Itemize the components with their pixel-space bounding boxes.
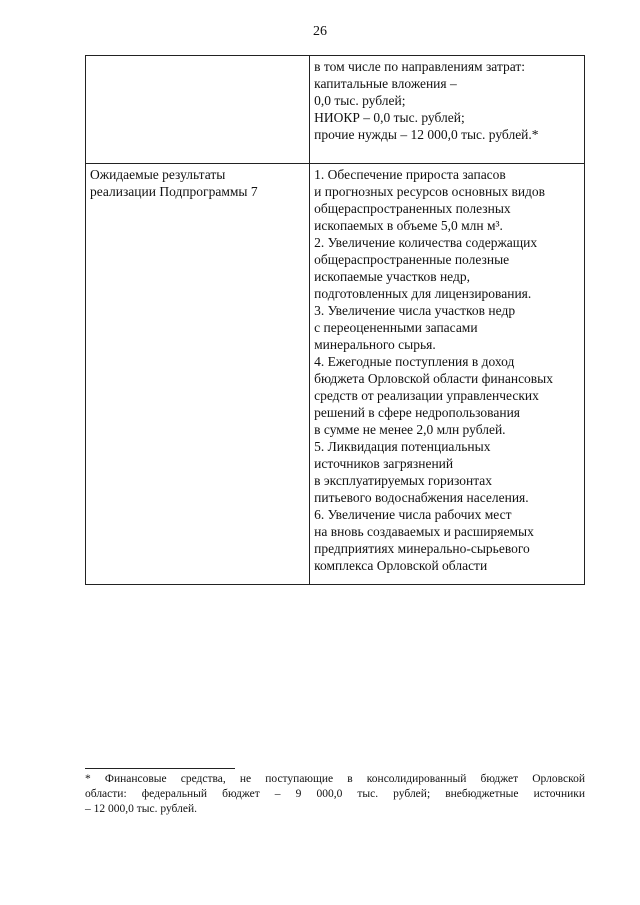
table-row — [86, 164, 585, 585]
text-line: минерального сырья. — [314, 337, 436, 352]
footnote — [85, 772, 585, 817]
text-line: в эксплуатируемых горизонтах — [314, 473, 493, 488]
text-line: ископаемые участков недр, — [314, 269, 470, 284]
text-line: 1. Обеспечение прироста запасов — [314, 167, 506, 182]
text-line: средств от реализации управленческих — [314, 388, 539, 403]
text-line: предприятиях минерально-сырьевого — [314, 541, 530, 556]
text-line: общераспространенных полезных — [314, 201, 511, 216]
expected-results-label-cell — [86, 164, 310, 585]
text-line: в том числе по направлениям затрат: — [314, 59, 526, 74]
text-line: реализации Подпрограммы 7 — [90, 184, 258, 199]
text-line: в сумме не менее 2,0 млн рублей. — [314, 422, 506, 437]
text-line: источников загрязнений — [314, 456, 454, 471]
text-line: капитальные вложения – — [314, 76, 457, 91]
footnote-line: – 12 000,0 тыс. рублей. — [85, 803, 197, 815]
text-line: ископаемых в объеме 5,0 млн м³. — [314, 218, 503, 233]
text-line: и прогнозных ресурсов основных видов — [314, 184, 546, 199]
footnote-line: * Финансовые средства, не поступающие в консолидированный бюджет Орловской — [85, 773, 585, 785]
table-row — [86, 56, 585, 164]
funding-breakdown-cell — [310, 56, 585, 164]
text-line: подготовленных для лицензирования. — [314, 286, 532, 301]
text-line: решений в сфере недропользования — [314, 405, 521, 420]
text-line: с переоцененными запасами — [314, 320, 478, 335]
text-line: на вновь создаваемых и расширяемых — [314, 524, 534, 539]
text-line: 5. Ликвидация потенциальных — [314, 439, 491, 454]
text-line: прочие нужды – 12 000,0 тыс. рублей.* — [314, 127, 539, 142]
table-cell-empty — [86, 56, 310, 164]
text-line: НИОКР – 0,0 тыс. рублей; — [314, 110, 465, 125]
program-table — [85, 55, 585, 585]
text-line: 2. Увеличение количества содержащих — [314, 235, 538, 250]
text-line: бюджета Орловской области финансовых — [314, 371, 554, 386]
footnote-divider — [85, 768, 235, 769]
text-line: общераспространенные полезные — [314, 252, 510, 267]
expected-results-cell — [310, 164, 585, 585]
text-line: комплекса Орловской области — [314, 558, 488, 573]
text-line: 4. Ежегодные поступления в доход — [314, 354, 515, 369]
footnote-line: области: федеральный бюджет – 9 000,0 тыс. рублей; внебюджетные источники — [85, 788, 585, 800]
text-line: Ожидаемые результаты — [90, 167, 226, 182]
text-line: 6. Увеличение числа рабочих мест — [314, 507, 512, 522]
page-number: 26 — [313, 24, 327, 39]
text-line: 0,0 тыс. рублей; — [314, 93, 406, 108]
text-line: 3. Увеличение числа участков недр — [314, 303, 516, 318]
text-line: питьевого водоснабжения населения. — [314, 490, 529, 505]
